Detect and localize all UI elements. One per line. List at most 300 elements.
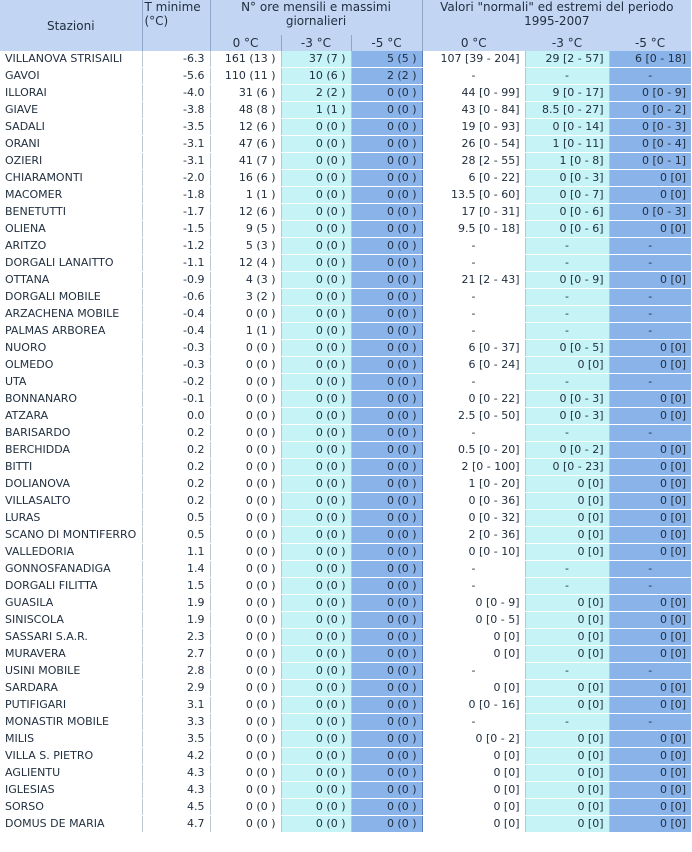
tmin-value: 4.7 [142, 816, 210, 833]
normal-minus5: 0 [0] [609, 765, 691, 782]
tmin-value: 2.7 [142, 646, 210, 663]
station-name: SCANO DI MONTIFERRO [0, 527, 142, 544]
table-row [0, 544, 691, 561]
header-row-groups [0, 0, 691, 35]
tmin-value: 0.5 [142, 510, 210, 527]
hours-minus5: 0 (0 ) [351, 714, 422, 731]
hours-0: 0 (0 ) [210, 799, 281, 816]
hours-minus3: 0 (0 ) [281, 476, 351, 493]
normal-minus3: - [525, 238, 609, 255]
normal-minus5: - [609, 561, 691, 578]
normal-0: 13.5 [0 - 60] [422, 187, 525, 204]
normal-minus5: 0 [0] [609, 816, 691, 833]
normal-minus5: 0 [0 - 3] [609, 204, 691, 221]
normal-0: 0 [0] [422, 765, 525, 782]
table-row [0, 765, 691, 782]
normal-0: 0.5 [0 - 20] [422, 442, 525, 459]
table-row [0, 476, 691, 493]
hours-minus5: 0 (0 ) [351, 153, 422, 170]
threshold-minus3-header: -3 °C [281, 35, 351, 51]
tmin-value: 4.5 [142, 799, 210, 816]
tmin-value: -1.7 [142, 204, 210, 221]
table-row [0, 510, 691, 527]
normal-minus3: 0 [0 - 5] [525, 340, 609, 357]
tmin-value: -6.3 [142, 51, 210, 68]
hours-0: 12 (4 ) [210, 255, 281, 272]
tmin-value: -5.6 [142, 68, 210, 85]
normal-threshold-minus3-header: -3 °C [525, 35, 609, 51]
normal-0: 0 [0 - 36] [422, 493, 525, 510]
station-name: BARISARDO [0, 425, 142, 442]
normal-minus3: 0 [0 - 7] [525, 187, 609, 204]
table-row [0, 187, 691, 204]
hours-0: 0 (0 ) [210, 765, 281, 782]
hours-minus3: 0 (0 ) [281, 765, 351, 782]
hours-minus3: 0 (0 ) [281, 187, 351, 204]
stations-header: Stazioni [0, 0, 142, 51]
tmin-value: 2.8 [142, 663, 210, 680]
station-name: BONNANARO [0, 391, 142, 408]
hours-0: 0 (0 ) [210, 340, 281, 357]
hours-minus5: 0 (0 ) [351, 544, 422, 561]
hours-minus5: 0 (0 ) [351, 476, 422, 493]
hours-minus5: 0 (0 ) [351, 374, 422, 391]
station-name: ARITZO [0, 238, 142, 255]
hours-minus5: 0 (0 ) [351, 629, 422, 646]
hours-minus3: 0 (0 ) [281, 340, 351, 357]
hours-0: 0 (0 ) [210, 442, 281, 459]
hours-0: 0 (0 ) [210, 527, 281, 544]
hours-minus3: 0 (0 ) [281, 782, 351, 799]
hours-minus5: 0 (0 ) [351, 527, 422, 544]
hours-0: 0 (0 ) [210, 782, 281, 799]
station-name: CHIARAMONTI [0, 170, 142, 187]
hours-minus3: 0 (0 ) [281, 646, 351, 663]
station-name: VILLANOVA STRISAILI [0, 51, 142, 68]
normal-minus5: - [609, 289, 691, 306]
hours-0: 0 (0 ) [210, 561, 281, 578]
station-name: DOLIANOVA [0, 476, 142, 493]
hours-minus3: 0 (0 ) [281, 391, 351, 408]
tmin-value: 3.3 [142, 714, 210, 731]
normal-minus3: 0 [0 - 3] [525, 408, 609, 425]
normal-0: 6 [0 - 37] [422, 340, 525, 357]
table-row [0, 204, 691, 221]
hours-minus5: 0 (0 ) [351, 510, 422, 527]
normal-minus5: 0 [0 - 3] [609, 119, 691, 136]
hours-minus5: 0 (0 ) [351, 799, 422, 816]
tmin-value: -3.1 [142, 153, 210, 170]
normal-minus3: 0 [0] [525, 595, 609, 612]
hours-0: 0 (0 ) [210, 306, 281, 323]
hours-0: 0 (0 ) [210, 629, 281, 646]
hours-minus5: 0 (0 ) [351, 323, 422, 340]
normal-0: 0 [0 - 9] [422, 595, 525, 612]
normal-0: 44 [0 - 99] [422, 85, 525, 102]
normal-0: - [422, 306, 525, 323]
tmin-value: -0.6 [142, 289, 210, 306]
hours-minus5: 0 (0 ) [351, 357, 422, 374]
normal-0: - [422, 289, 525, 306]
tmin-value: -3.8 [142, 102, 210, 119]
hours-minus3: 0 (0 ) [281, 408, 351, 425]
station-name: IGLESIAS [0, 782, 142, 799]
hours-minus3: 0 (0 ) [281, 663, 351, 680]
tmin-value: -0.2 [142, 374, 210, 391]
hours-0: 0 (0 ) [210, 748, 281, 765]
normal-minus5: 0 [0] [609, 340, 691, 357]
hours-minus5: 5 (5 ) [351, 51, 422, 68]
normal-minus3: 1 [0 - 11] [525, 136, 609, 153]
tmin-value: 1.1 [142, 544, 210, 561]
table-row [0, 425, 691, 442]
hours-minus3: 0 (0 ) [281, 697, 351, 714]
normal-0: - [422, 663, 525, 680]
hours-minus5: 0 (0 ) [351, 340, 422, 357]
normal-minus3: 0 [0 - 3] [525, 391, 609, 408]
table-row [0, 357, 691, 374]
tmin-value: -3.1 [142, 136, 210, 153]
hours-minus5: 0 (0 ) [351, 102, 422, 119]
normal-minus3: - [525, 663, 609, 680]
hours-0: 0 (0 ) [210, 510, 281, 527]
normal-0: 6 [0 - 22] [422, 170, 525, 187]
hours-0: 1 (1 ) [210, 187, 281, 204]
station-name: MACOMER [0, 187, 142, 204]
hours-minus3: 0 (0 ) [281, 323, 351, 340]
tmin-value: -1.5 [142, 221, 210, 238]
station-name: USINI MOBILE [0, 663, 142, 680]
tmin-value: 0.2 [142, 442, 210, 459]
normal-minus5: 0 [0] [609, 782, 691, 799]
hours-minus5: 0 (0 ) [351, 765, 422, 782]
normal-minus5: 0 [0] [609, 459, 691, 476]
normal-minus3: - [525, 714, 609, 731]
hours-minus3: 1 (1 ) [281, 102, 351, 119]
normal-minus3: 0 [0] [525, 680, 609, 697]
normal-minus3: 0 [0] [525, 799, 609, 816]
normal-minus5: - [609, 425, 691, 442]
normal-0: 0 [0] [422, 782, 525, 799]
table-row [0, 374, 691, 391]
normal-minus5: 0 [0] [609, 629, 691, 646]
table-row [0, 340, 691, 357]
normal-0: - [422, 374, 525, 391]
table-row [0, 272, 691, 289]
normal-0: - [422, 323, 525, 340]
hours-0: 12 (6 ) [210, 204, 281, 221]
hours-minus3: 0 (0 ) [281, 255, 351, 272]
station-name: ARZACHENA MOBILE [0, 306, 142, 323]
hours-minus5: 0 (0 ) [351, 748, 422, 765]
tmin-value: 3.5 [142, 731, 210, 748]
normal-minus5: 0 [0] [609, 612, 691, 629]
table-row [0, 442, 691, 459]
tmin-value: 2.9 [142, 680, 210, 697]
hours-minus5: 0 (0 ) [351, 204, 422, 221]
normal-minus5: - [609, 255, 691, 272]
hours-minus5: 0 (0 ) [351, 816, 422, 833]
table-row [0, 51, 691, 68]
station-name: DORGALI MOBILE [0, 289, 142, 306]
hours-minus3: 0 (0 ) [281, 459, 351, 476]
normal-minus5: - [609, 578, 691, 595]
normal-0: 0 [0 - 2] [422, 731, 525, 748]
normal-0: 21 [2 - 43] [422, 272, 525, 289]
normal-minus3: 0 [0] [525, 544, 609, 561]
normal-minus3: - [525, 561, 609, 578]
threshold-0-header: 0 °C [210, 35, 281, 51]
station-name: OLIENA [0, 221, 142, 238]
normal-minus3: - [525, 578, 609, 595]
normal-threshold-minus5-header: -5 °C [609, 35, 691, 51]
normal-0: 0 [0 - 10] [422, 544, 525, 561]
normal-0: 107 [39 - 204] [422, 51, 525, 68]
table-row [0, 680, 691, 697]
normal-minus5: 0 [0 - 2] [609, 102, 691, 119]
normal-0: 9.5 [0 - 18] [422, 221, 525, 238]
hours-minus3: 0 (0 ) [281, 714, 351, 731]
normal-minus3: 8.5 [0 - 27] [525, 102, 609, 119]
normal-0: 0 [0 - 16] [422, 697, 525, 714]
normal-0: 2 [0 - 36] [422, 527, 525, 544]
station-name: SORSO [0, 799, 142, 816]
table-row [0, 799, 691, 816]
hours-minus5: 0 (0 ) [351, 136, 422, 153]
normal-minus3: - [525, 374, 609, 391]
normal-0: 0 [0 - 22] [422, 391, 525, 408]
station-name: AGLIENTU [0, 765, 142, 782]
hours-minus5: 0 (0 ) [351, 255, 422, 272]
hours-0: 0 (0 ) [210, 595, 281, 612]
hours-0: 0 (0 ) [210, 374, 281, 391]
hours-minus3: 0 (0 ) [281, 289, 351, 306]
hours-minus5: 0 (0 ) [351, 85, 422, 102]
normal-minus3: 0 [0 - 6] [525, 221, 609, 238]
normal-0: 6 [0 - 24] [422, 357, 525, 374]
normal-0: - [422, 238, 525, 255]
normal-minus5: 0 [0] [609, 357, 691, 374]
normal-0: 1 [0 - 20] [422, 476, 525, 493]
hours-minus3: 0 (0 ) [281, 425, 351, 442]
hours-minus5: 0 (0 ) [351, 187, 422, 204]
normal-minus5: - [609, 323, 691, 340]
normal-0: 43 [0 - 84] [422, 102, 525, 119]
normal-minus3: 0 [0] [525, 629, 609, 646]
tmin-value: -0.3 [142, 357, 210, 374]
hours-minus5: 0 (0 ) [351, 306, 422, 323]
hours-minus3: 0 (0 ) [281, 731, 351, 748]
tmin-value: -0.1 [142, 391, 210, 408]
hours-minus3: 10 (6 ) [281, 68, 351, 85]
hours-minus3: 0 (0 ) [281, 799, 351, 816]
table-row [0, 255, 691, 272]
tmin-value: -0.9 [142, 272, 210, 289]
normal-minus3: 0 [0 - 14] [525, 119, 609, 136]
normal-minus5: - [609, 663, 691, 680]
normal-threshold-0-header: 0 °C [422, 35, 525, 51]
tmin-value: 4.3 [142, 782, 210, 799]
hours-minus3: 0 (0 ) [281, 510, 351, 527]
table-row [0, 493, 691, 510]
normal-minus3: 9 [0 - 17] [525, 85, 609, 102]
station-name: NUORO [0, 340, 142, 357]
table-row [0, 663, 691, 680]
normal-0: - [422, 561, 525, 578]
normal-minus5: 0 [0] [609, 799, 691, 816]
normal-minus5: 0 [0] [609, 680, 691, 697]
hours-minus5: 0 (0 ) [351, 663, 422, 680]
hours-minus5: 0 (0 ) [351, 289, 422, 306]
hours-0: 0 (0 ) [210, 697, 281, 714]
station-name: MONASTIR MOBILE [0, 714, 142, 731]
tmin-value: 0.2 [142, 459, 210, 476]
table-row [0, 697, 691, 714]
hours-minus5: 0 (0 ) [351, 646, 422, 663]
hours-minus3: 0 (0 ) [281, 612, 351, 629]
normal-minus5: 0 [0] [609, 221, 691, 238]
station-name: GIAVE [0, 102, 142, 119]
normal-0: - [422, 578, 525, 595]
hours-minus5: 0 (0 ) [351, 459, 422, 476]
hours-0: 0 (0 ) [210, 459, 281, 476]
normal-minus3: - [525, 306, 609, 323]
tmin-value: 0.2 [142, 476, 210, 493]
normal-0: 0 [0 - 32] [422, 510, 525, 527]
normal-0: - [422, 255, 525, 272]
hours-minus5: 2 (2 ) [351, 68, 422, 85]
station-name: VILLASALTO [0, 493, 142, 510]
normal-0: 0 [0] [422, 646, 525, 663]
hours-minus3: 0 (0 ) [281, 153, 351, 170]
station-name: PUTIFIGARI [0, 697, 142, 714]
normal-minus5: 0 [0] [609, 748, 691, 765]
table-row [0, 102, 691, 119]
hours-0: 110 (11 ) [210, 68, 281, 85]
normal-minus3: 0 [0] [525, 476, 609, 493]
normal-minus5: 0 [0 - 9] [609, 85, 691, 102]
normal-minus3: - [525, 425, 609, 442]
table-row [0, 391, 691, 408]
tmin-value: -2.0 [142, 170, 210, 187]
normal-minus5: 0 [0] [609, 510, 691, 527]
station-name: BENETUTTI [0, 204, 142, 221]
table-row [0, 170, 691, 187]
hours-minus5: 0 (0 ) [351, 221, 422, 238]
normal-0: 0 [0] [422, 629, 525, 646]
table-row [0, 629, 691, 646]
normal-minus3: 0 [0] [525, 357, 609, 374]
table-row [0, 323, 691, 340]
station-name: UTA [0, 374, 142, 391]
tmin-value: 1.9 [142, 595, 210, 612]
hours-minus5: 0 (0 ) [351, 493, 422, 510]
hours-minus3: 0 (0 ) [281, 136, 351, 153]
station-name: SADALI [0, 119, 142, 136]
hours-minus3: 0 (0 ) [281, 442, 351, 459]
normal-0: 0 [0] [422, 799, 525, 816]
normal-minus3: - [525, 323, 609, 340]
hours-minus5: 0 (0 ) [351, 272, 422, 289]
station-name: MILIS [0, 731, 142, 748]
hours-minus5: 0 (0 ) [351, 425, 422, 442]
hours-minus3: 0 (0 ) [281, 272, 351, 289]
normal-0: 0 [0] [422, 748, 525, 765]
table-row [0, 561, 691, 578]
normal-minus3: 0 [0] [525, 646, 609, 663]
table-row [0, 85, 691, 102]
station-name: LURAS [0, 510, 142, 527]
hours-0: 161 (13 ) [210, 51, 281, 68]
normal-0: 0 [0] [422, 680, 525, 697]
normal-minus3: - [525, 255, 609, 272]
hours-minus3: 0 (0 ) [281, 493, 351, 510]
normal-minus3: 0 [0] [525, 782, 609, 799]
normal-minus3: 0 [0] [525, 816, 609, 833]
normal-minus5: - [609, 68, 691, 85]
threshold-minus5-header: -5 °C [351, 35, 422, 51]
normal-minus5: - [609, 374, 691, 391]
normal-minus5: 0 [0 - 1] [609, 153, 691, 170]
station-name: SINISCOLA [0, 612, 142, 629]
hours-0: 0 (0 ) [210, 663, 281, 680]
hours-minus3: 0 (0 ) [281, 306, 351, 323]
hours-0: 0 (0 ) [210, 578, 281, 595]
normal-minus3: 29 [2 - 57] [525, 51, 609, 68]
table-row [0, 136, 691, 153]
normal-minus5: 0 [0 - 4] [609, 136, 691, 153]
tmin-value: -4.0 [142, 85, 210, 102]
hours-minus3: 0 (0 ) [281, 527, 351, 544]
hours-minus3: 0 (0 ) [281, 374, 351, 391]
hours-0: 0 (0 ) [210, 816, 281, 833]
hours-minus5: 0 (0 ) [351, 391, 422, 408]
normal-0: 0 [0 - 5] [422, 612, 525, 629]
station-name: OLMEDO [0, 357, 142, 374]
tmin-value: -3.5 [142, 119, 210, 136]
tmin-value: 4.3 [142, 765, 210, 782]
hours-0: 0 (0 ) [210, 425, 281, 442]
normal-0: - [422, 425, 525, 442]
normal-0: 28 [2 - 55] [422, 153, 525, 170]
hours-minus3: 0 (0 ) [281, 748, 351, 765]
hours-minus3: 37 (7 ) [281, 51, 351, 68]
normal-minus3: 0 [0] [525, 731, 609, 748]
hours-minus3: 0 (0 ) [281, 357, 351, 374]
table-row [0, 306, 691, 323]
tmin-value: -0.3 [142, 340, 210, 357]
normal-minus5: - [609, 238, 691, 255]
table-row [0, 782, 691, 799]
table-row [0, 612, 691, 629]
normal-values-group-header: Valori "normali" ed estremi del periodo 1995-2007 [422, 0, 691, 35]
hours-minus5: 0 (0 ) [351, 442, 422, 459]
station-name: SARDARA [0, 680, 142, 697]
tmin-value: 4.2 [142, 748, 210, 765]
station-name: VILLA S. PIETRO [0, 748, 142, 765]
tmin-value: 3.1 [142, 697, 210, 714]
hours-minus5: 0 (0 ) [351, 170, 422, 187]
hours-0: 31 (6 ) [210, 85, 281, 102]
hours-minus3: 0 (0 ) [281, 816, 351, 833]
hours-minus3: 2 (2 ) [281, 85, 351, 102]
normal-minus3: 0 [0] [525, 697, 609, 714]
normal-minus3: 0 [0] [525, 493, 609, 510]
hours-0: 47 (6 ) [210, 136, 281, 153]
station-name: MURAVERA [0, 646, 142, 663]
table-row [0, 578, 691, 595]
normal-minus3: 0 [0 - 3] [525, 170, 609, 187]
